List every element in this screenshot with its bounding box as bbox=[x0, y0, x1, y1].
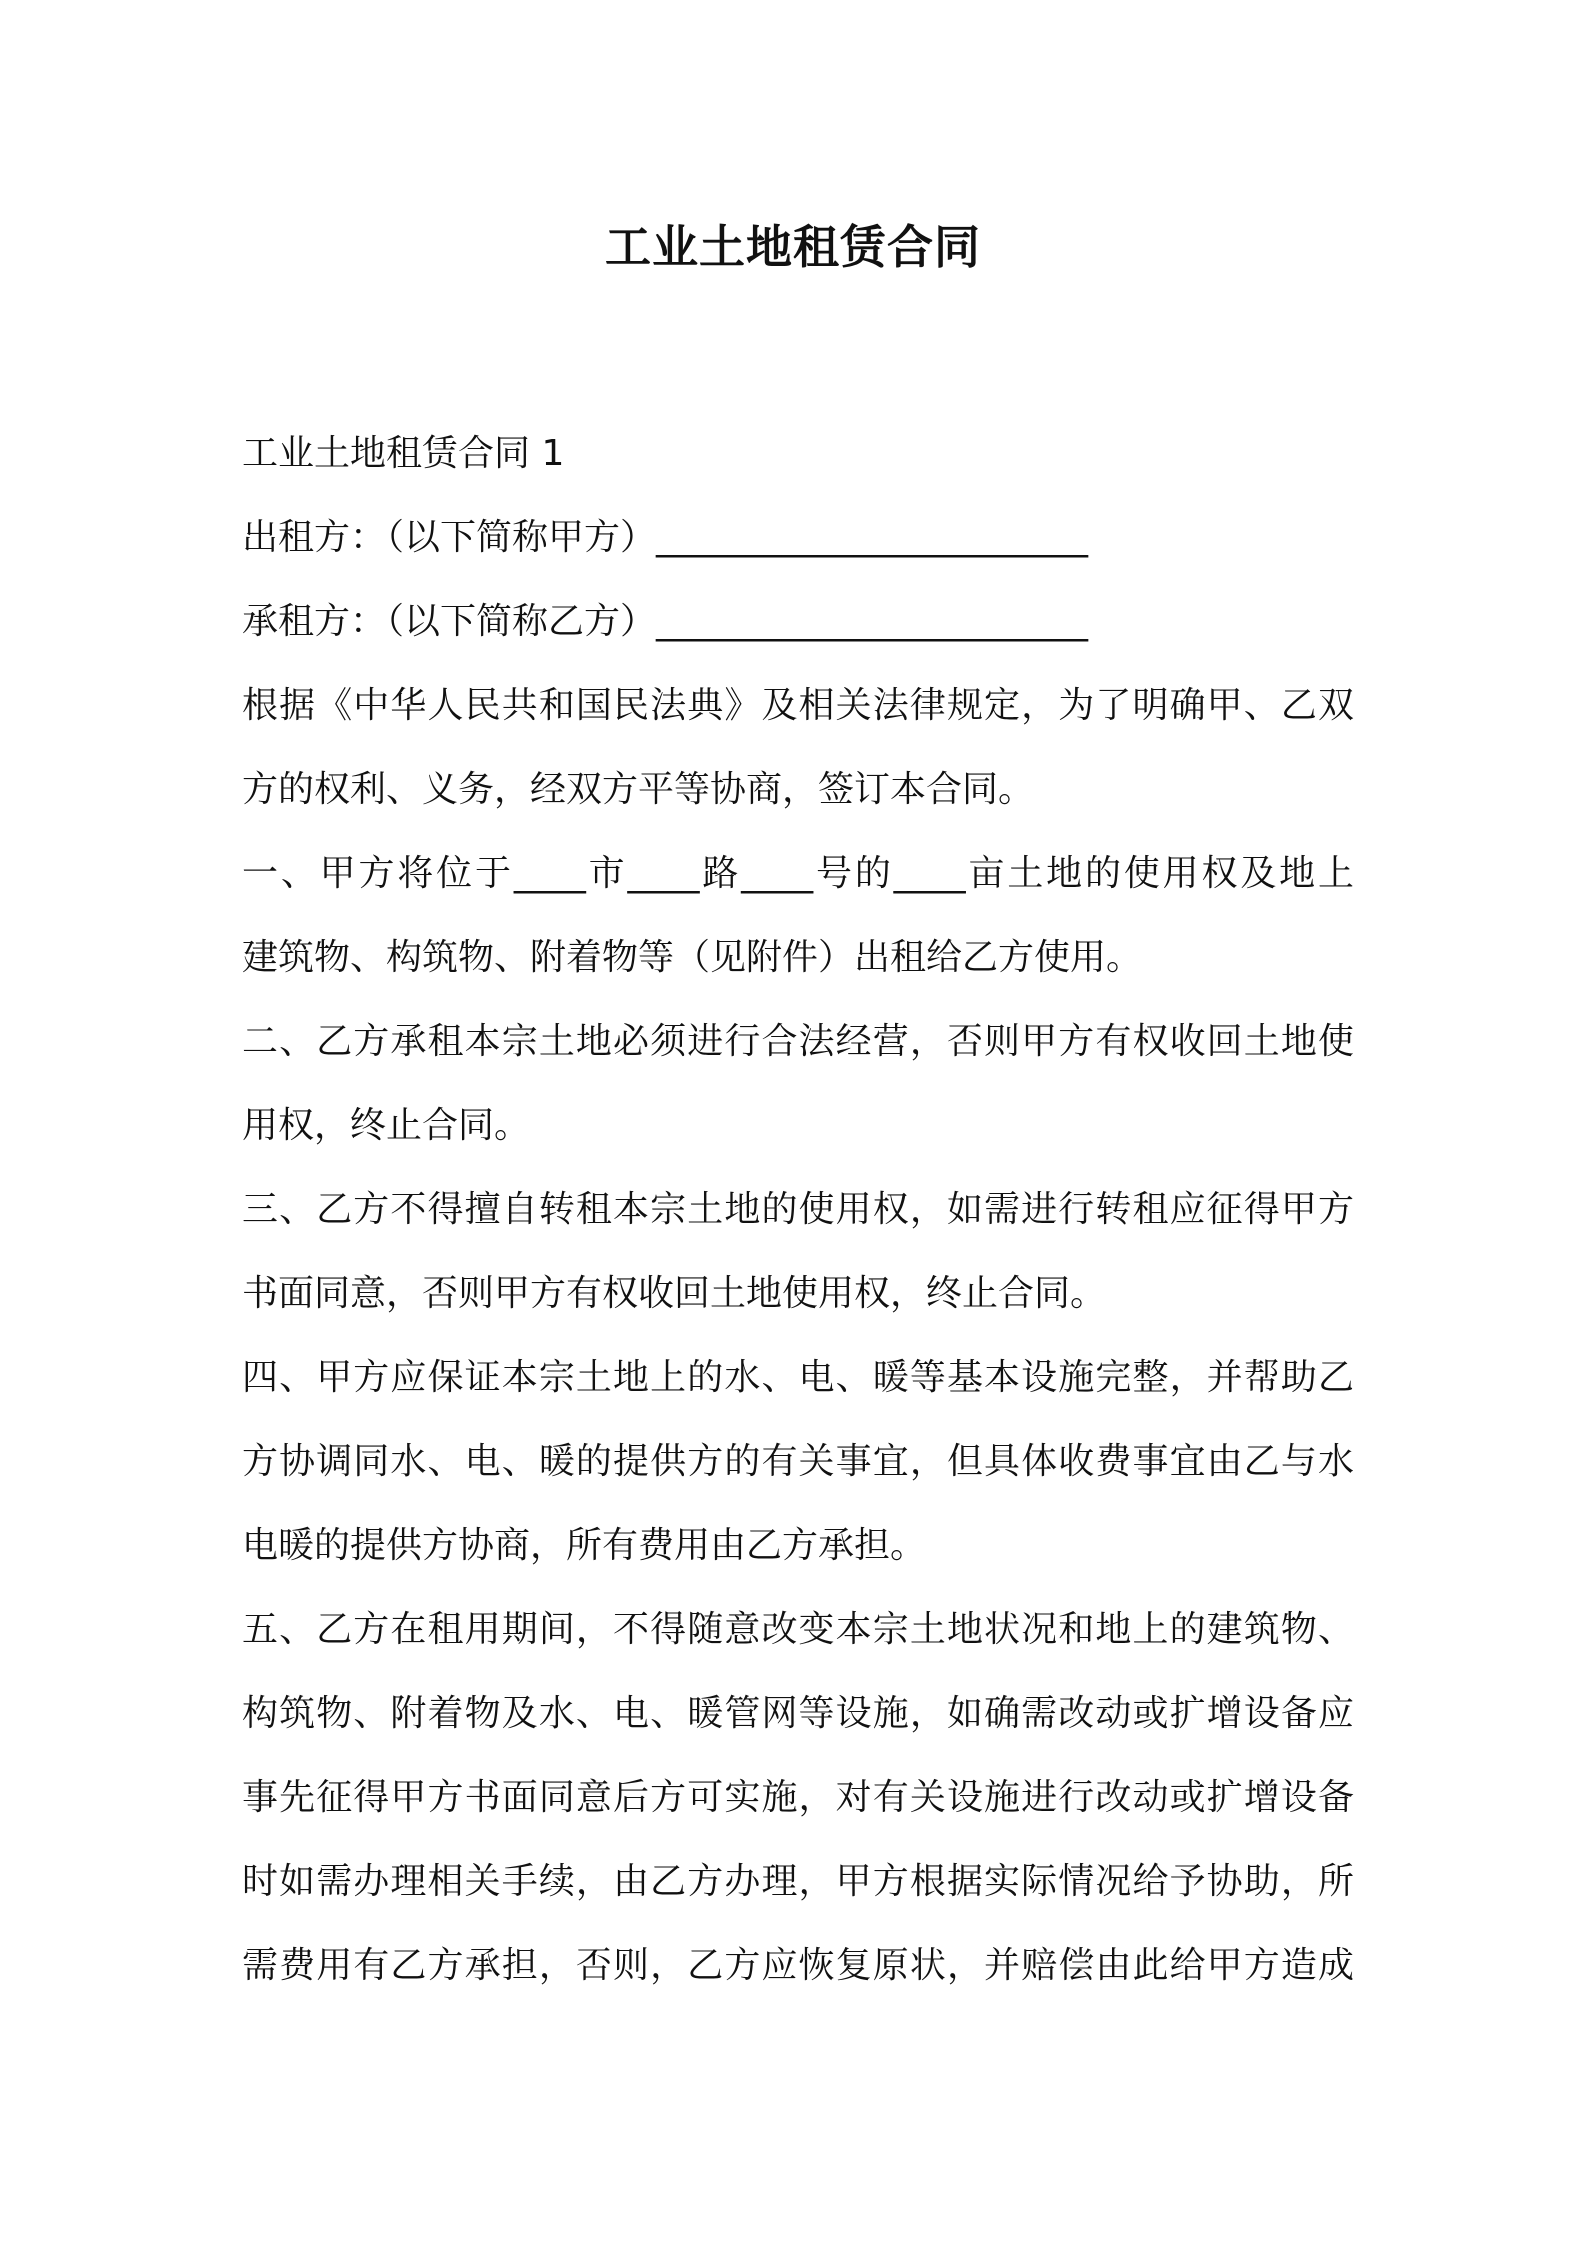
document-body bbox=[242, 412, 1354, 2008]
clause-2-line: 二、乙方承租本宗土地必须进行合法经营，否则甲方有权收回土地使 bbox=[242, 1021, 1354, 1062]
lessee-line: 承租方：（以下简称乙方）________________________ bbox=[242, 601, 1089, 642]
body-line: 根据《中华人民共和国民法典》及相关法律规定，为了明确甲、乙双 bbox=[242, 685, 1354, 726]
clause-5-line: 时如需办理相关手续，由乙方办理，甲方根据实际情况给予协助，所 bbox=[242, 1861, 1354, 1902]
clause-3-line: 书面同意，否则甲方有权收回土地使用权，终止合同。 bbox=[242, 1273, 1107, 1314]
clause-4-line: 电暖的提供方协商，所有费用由乙方承担。 bbox=[242, 1525, 927, 1566]
body-line: 方的权利、义务，经双方平等协商，签订本合同。 bbox=[242, 769, 1035, 810]
clause-2-line: 用权，终止合同。 bbox=[242, 1105, 531, 1146]
contract-subtitle: 工业土地租赁合同 1 bbox=[242, 433, 565, 474]
clause-4-line: 方协调同水、电、暖的提供方的有关事宜，但具体收费事宜由乙与水 bbox=[242, 1441, 1354, 1482]
clause-5-line: 五、乙方在租用期间，不得随意改变本宗土地状况和地上的建筑物、 bbox=[242, 1609, 1354, 1650]
clause-5-line: 需费用有乙方承担，否则，乙方应恢复原状，并赔偿由此给甲方造成 bbox=[242, 1945, 1354, 1986]
clause-4-line: 四、甲方应保证本宗土地上的水、电、暖等基本设施完整，并帮助乙 bbox=[242, 1357, 1354, 1398]
clause-5-line: 事先征得甲方书面同意后方可实施，对有关设施进行改动或扩增设备 bbox=[242, 1777, 1354, 1818]
clause-3-line: 三、乙方不得擅自转租本宗土地的使用权，如需进行转租应征得甲方 bbox=[242, 1189, 1354, 1230]
lessor-line: 出租方：（以下简称甲方）________________________ bbox=[242, 517, 1089, 558]
document-title: 工业土地租赁合同 bbox=[605, 220, 981, 274]
clause-1-line: 建筑物、构筑物、附着物等（见附件）出租给乙方使用。 bbox=[242, 937, 1143, 978]
clause-5-line: 构筑物、附着物及水、电、暖管网等设施，如确需改动或扩增设备应 bbox=[242, 1693, 1354, 1734]
clause-1-line: 一、甲方将位于____市____路____号的____亩土地的使用权及地上 bbox=[242, 853, 1354, 894]
